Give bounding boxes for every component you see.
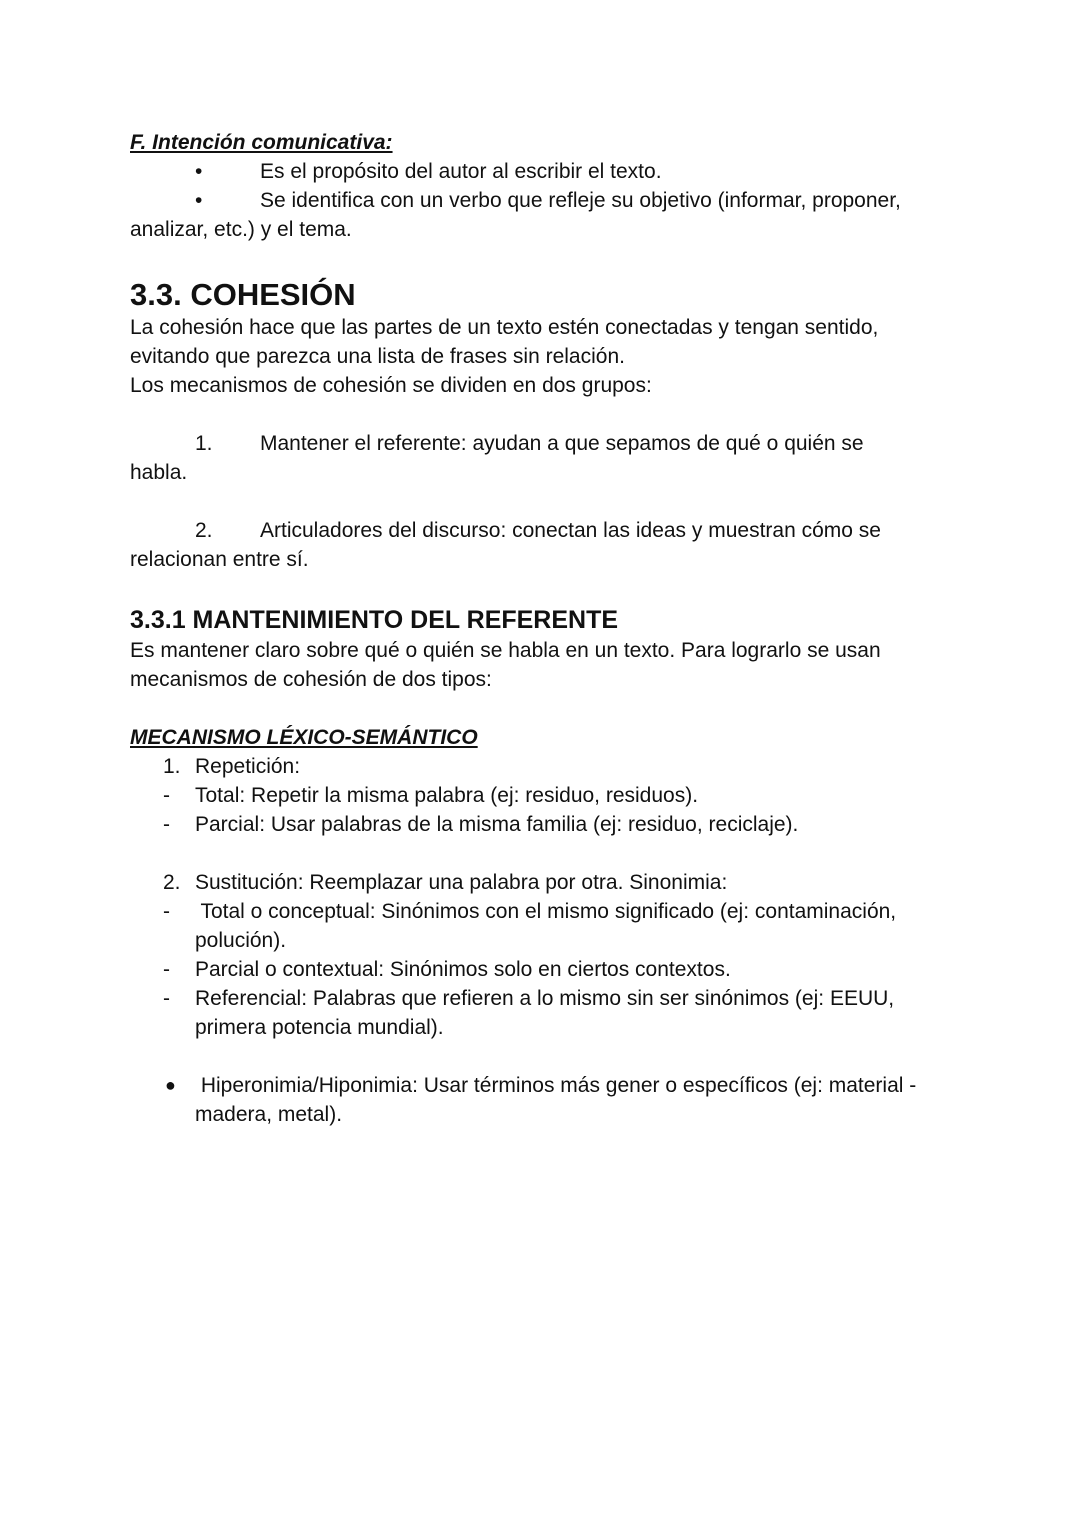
dash-marker: -: [163, 900, 170, 923]
dash-marker: -: [163, 813, 170, 836]
list-item-text: Parcial o contextual: Sinónimos solo en ciertos contextos.: [195, 958, 731, 981]
paragraph-line: Los mecanismos de cohesión se dividen en dos grupos:: [130, 374, 652, 397]
section-f-heading: F. Intención comunicativa:: [130, 131, 393, 154]
list-item-continuation: habla.: [130, 461, 188, 484]
paragraph-line: mecanismos de cohesión de dos tipos:: [130, 668, 492, 691]
list-item-text: Mantener el referente: ayudan a que sepamos de qué o quién se: [260, 432, 864, 455]
list-item-text: Parcial: Usar palabras de la misma familia (ej: residuo, reciclaje).: [195, 813, 799, 836]
list-item: [130, 429, 960, 458]
list-item-text: Articuladores del discurso: conectan las ideas y muestran cómo se: [260, 519, 881, 542]
list-item: [130, 781, 960, 810]
list-item: [130, 810, 960, 839]
list-item-text: Sustitución: Reemplazar una palabra por otra. Sinonimia:: [195, 871, 728, 894]
list-item-text: Se identifica con un verbo que refleje su objetivo (informar, proponer,: [260, 189, 901, 212]
list-item: [130, 984, 960, 1013]
number-marker: 1.: [163, 755, 181, 778]
list-item: [130, 157, 960, 186]
list-item: [130, 897, 960, 926]
list-item-continuation: [130, 1013, 960, 1042]
lexico-heading: MECANISMO LÉXICO-SEMÁNTICO: [130, 726, 478, 749]
list-item: [130, 955, 960, 984]
list-item-text: madera, metal).: [195, 1103, 343, 1126]
number-marker: 2.: [163, 871, 181, 894]
bullet-marker: ●: [165, 1075, 176, 1095]
list-item-text: primera potencia mundial).: [195, 1016, 444, 1039]
list-item: [130, 1071, 960, 1100]
dash-marker: -: [163, 987, 170, 1010]
list-item-text: Total o conceptual: Sinónimos con el mismo significado (ej: contaminación,: [195, 900, 897, 923]
paragraph-line: evitando que parezca una lista de frases sin relación.: [130, 345, 625, 368]
list-item-continuation: analizar, etc.) y el tema.: [130, 218, 352, 241]
document-page: [130, 128, 960, 1129]
number-marker: 1.: [195, 432, 213, 455]
referente-heading: 3.3.1 MANTENIMIENTO DEL REFERENTE: [130, 606, 619, 634]
list-item-continuation: relacionan entre sí.: [130, 548, 309, 571]
list-item: [130, 752, 960, 781]
paragraph-line: Es mantener claro sobre qué o quién se habla en un texto. Para lograrlo se usan: [130, 639, 881, 662]
list-item-continuation: [130, 926, 960, 955]
paragraph-line: La cohesión hace que las partes de un texto estén conectadas y tengan sentido,: [130, 316, 879, 339]
number-marker: 2.: [195, 519, 213, 542]
bullet-marker: •: [195, 189, 203, 212]
bullet-marker: •: [195, 160, 203, 183]
list-item-text: Es el propósito del autor al escribir el texto.: [260, 160, 662, 183]
cohesion-heading: 3.3. COHESIÓN: [130, 277, 356, 312]
dash-marker: -: [163, 958, 170, 981]
list-item-text: Hiperonimia/Hiponimia: Usar términos más gener o específicos (ej: material -: [195, 1074, 917, 1097]
list-item: [130, 516, 960, 545]
dash-marker: -: [163, 784, 170, 807]
list-item-text: Total: Repetir la misma palabra (ej: residuo, residuos).: [195, 784, 699, 807]
list-item-text: Referencial: Palabras que refieren a lo mismo sin ser sinónimos (ej: EEUU,: [195, 987, 895, 1010]
list-item-continuation: [130, 1100, 960, 1129]
list-item: [130, 186, 960, 215]
list-item-text: polución).: [195, 929, 287, 952]
list-item-text: Repetición:: [195, 755, 301, 778]
list-item: [130, 868, 960, 897]
